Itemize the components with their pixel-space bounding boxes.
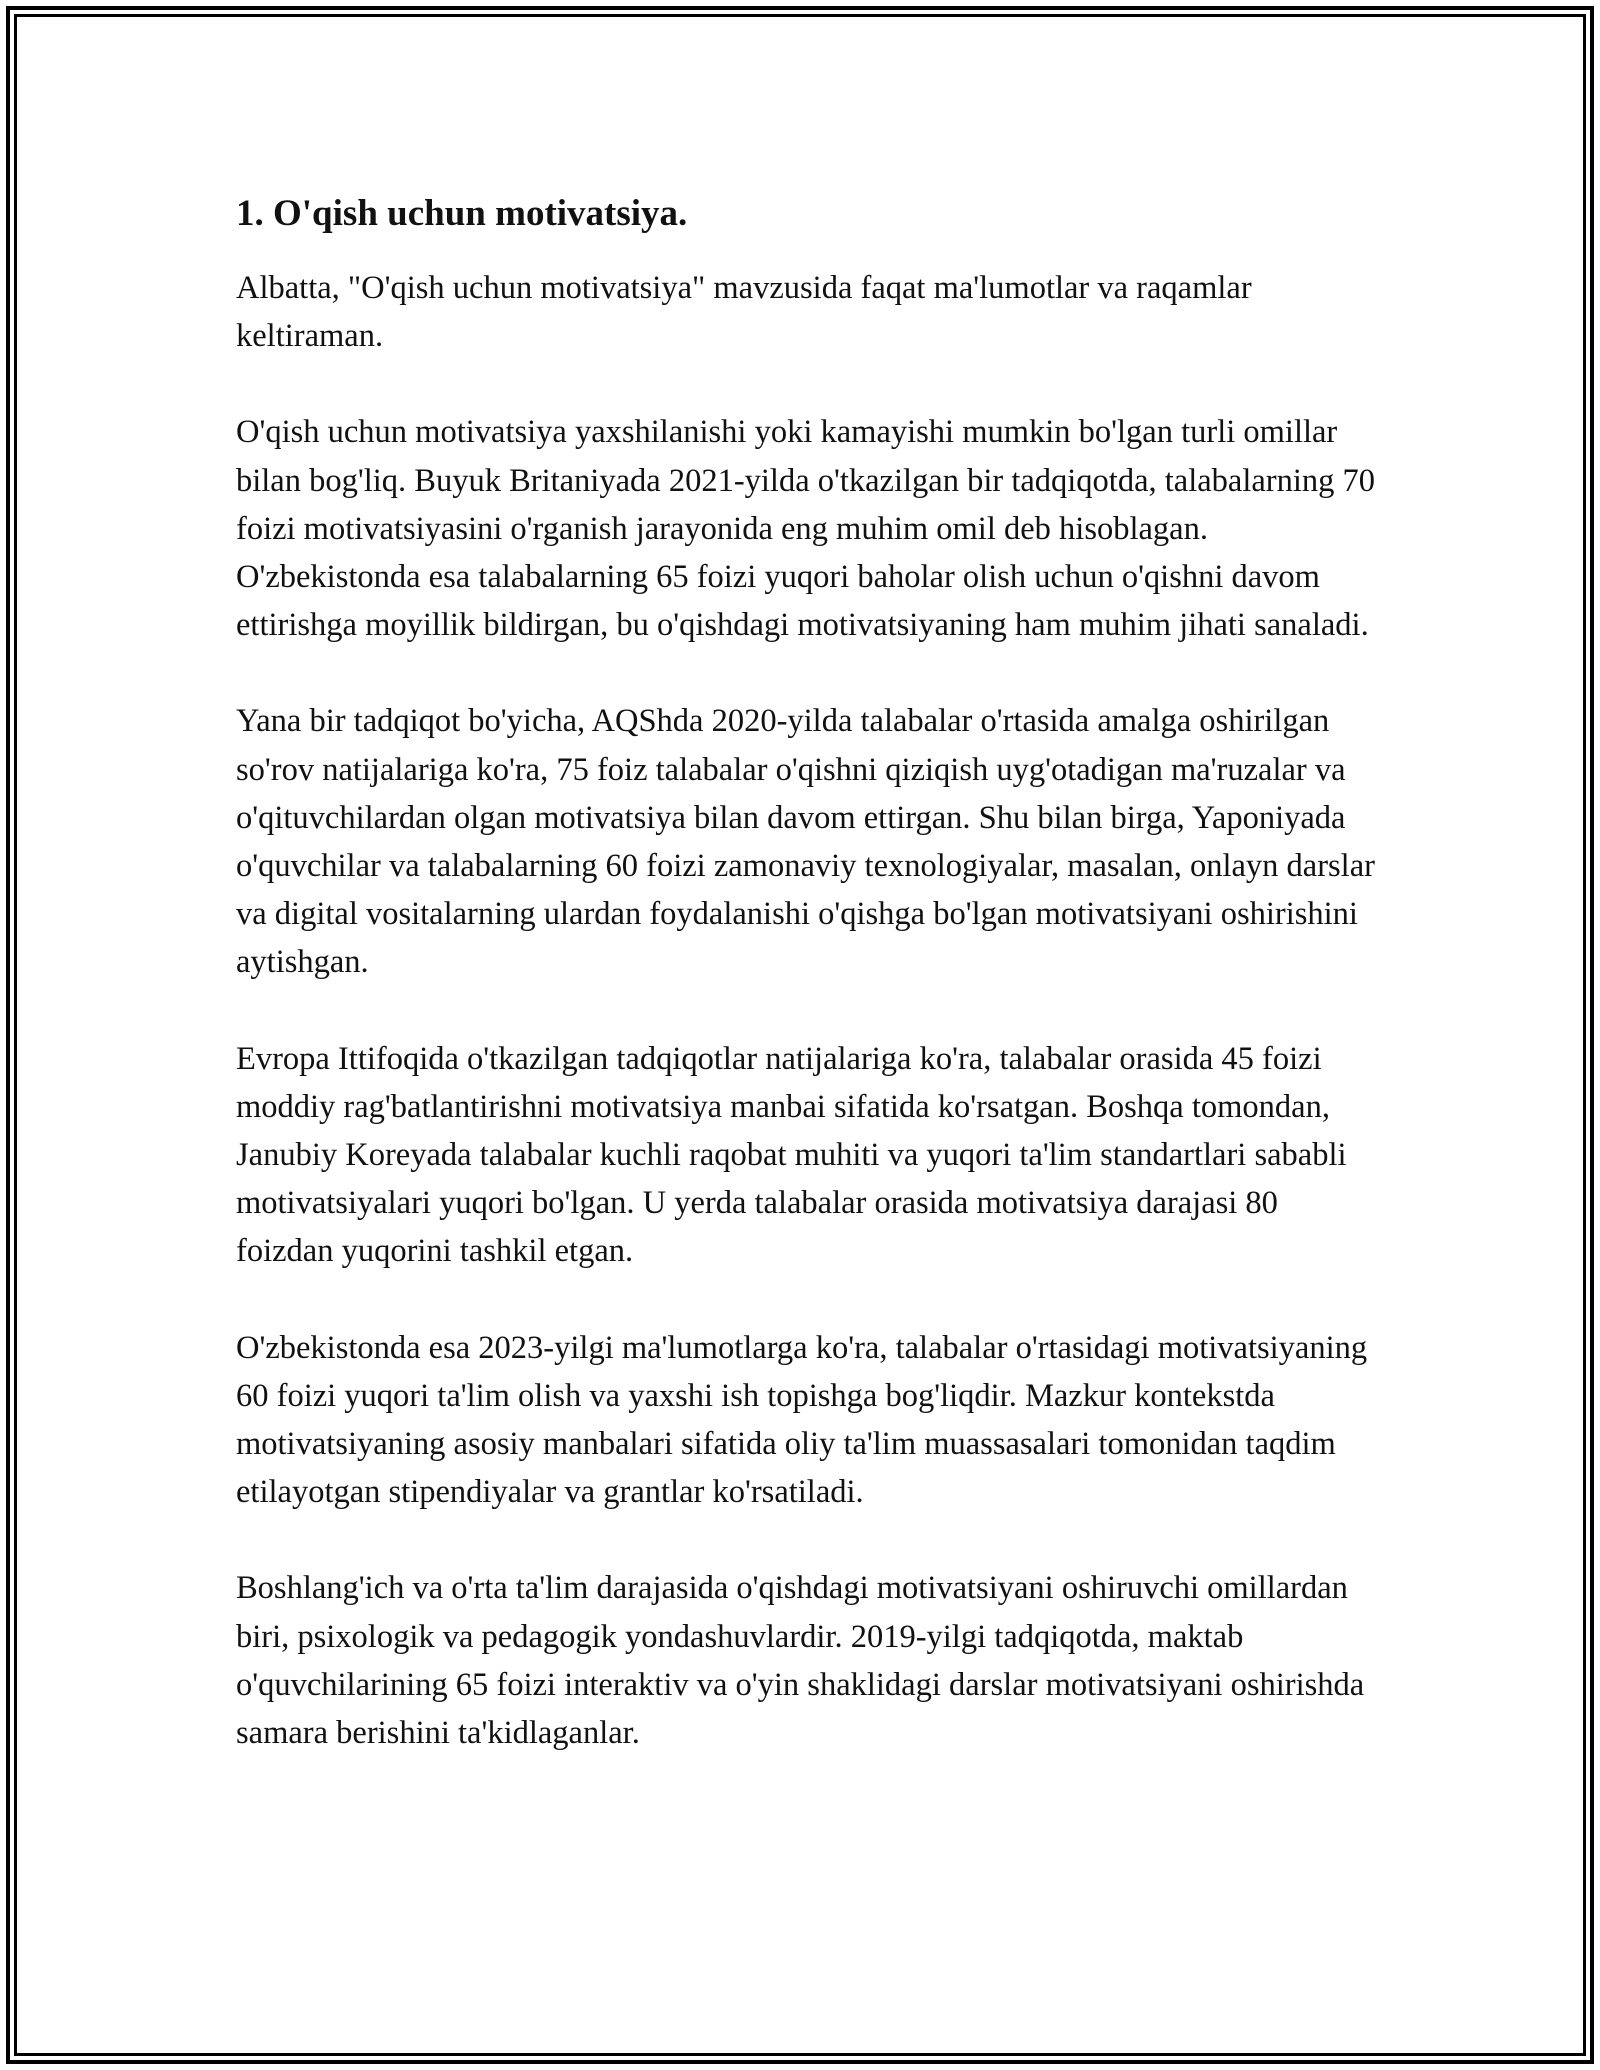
paragraph-eu-korea: Evropa Ittifoqida o'tkazilgan tadqiqotlar natijalariga ko'ra, talabalar orasida 45 foizi moddiy rag'batlantirishni motivatsiya manbai sifatida ko'rsatgan. Boshqa tomondan, Janubiy Koreyada talabalar kuchli raqobat muhiti va yuqori ta'lim standartlari sababli motivatsiyalari yuqori bo'lgan. U yerda talabalar orasida motivatsiya darajasi 80 foizdan yuqorini tashkil etgan. [236,1040,1347,1270]
paragraph-uk-uzbekistan: O'qish uchun motivatsiya yaxshilanishi yoki kamayishi mumkin bo'lgan turli omillar bilan bog'liq. Buyuk Britaniyada 2021-yilda o'tkazilgan bir tadqiqotda, talabalarning 70 foizi motivatsiyasini o'rganish jarayonida eng muhim omil deb hisoblagan. O'zbekistonda esa talabalarning 65 foizi yuqori baholar olish uchun o'qishni davom ettirishga moyillik bildirgan, bu o'qishdagi motivatsiyaning ham muhim jihati sanaladi. [236,414,1376,644]
paragraph-uzbekistan-2023: O'zbekistonda esa 2023-yilgi ma'lumotlarga ko'ra, talabalar o'rtasidagi motivatsiyaning 60 foizi yuqori ta'lim olish va yaxshi ish topishga bog'liqdir. Mazkur kontekstda motivatsiyaning asosiy manbalari sifatida oliy ta'lim muassasalari tomonidan taqdim etilayotgan stipendiyalar va grantlar ko'rsatiladi. [236,1329,1368,1511]
paragraph-intro: Albatta, "O'qish uchun motivatsiya" mavzusida faqat ma'lumotlar va raqamlar keltiraman. [236,270,1252,355]
document-body [236,190,1376,1805]
paragraph-primary-secondary: Boshlang'ich va o'rta ta'lim darajasida o'qishdagi motivatsiyani oshiruvchi omillardan biri, psixologik va pedagogik yondashuvlardir. 2019-yilgi tadqiqotda, maktab o'quvchilarining 65 foizi interaktiv va o'yin shaklidagi darslar motivatsiyani oshirishda samara berishini ta'kidlaganlar. [236,1570,1365,1752]
paragraph-usa-japan: Yana bir tadqiqot bo'yicha, AQShda 2020-yilda talabalar o'rtasida amalga oshirilgan so'rov natijalariga ko'ra, 75 foiz talabalar o'qishni qiziqish uyg'otadigan ma'ruzalar va o'qituvchilardan olgan motivatsiya bilan davom ettirgan. Shu bilan birga, Yaponiyada o'quvchilar va talabalarning 60 foizi zamonaviy texnologiyalar, masalan, onlayn darslar va digital vositalarning ulardan foydalanishi o'qishga bo'lgan motivatsiyani oshirishini aytishgan. [236,703,1375,981]
section-heading: 1. O'qish uchun motivatsiya. [236,193,688,234]
